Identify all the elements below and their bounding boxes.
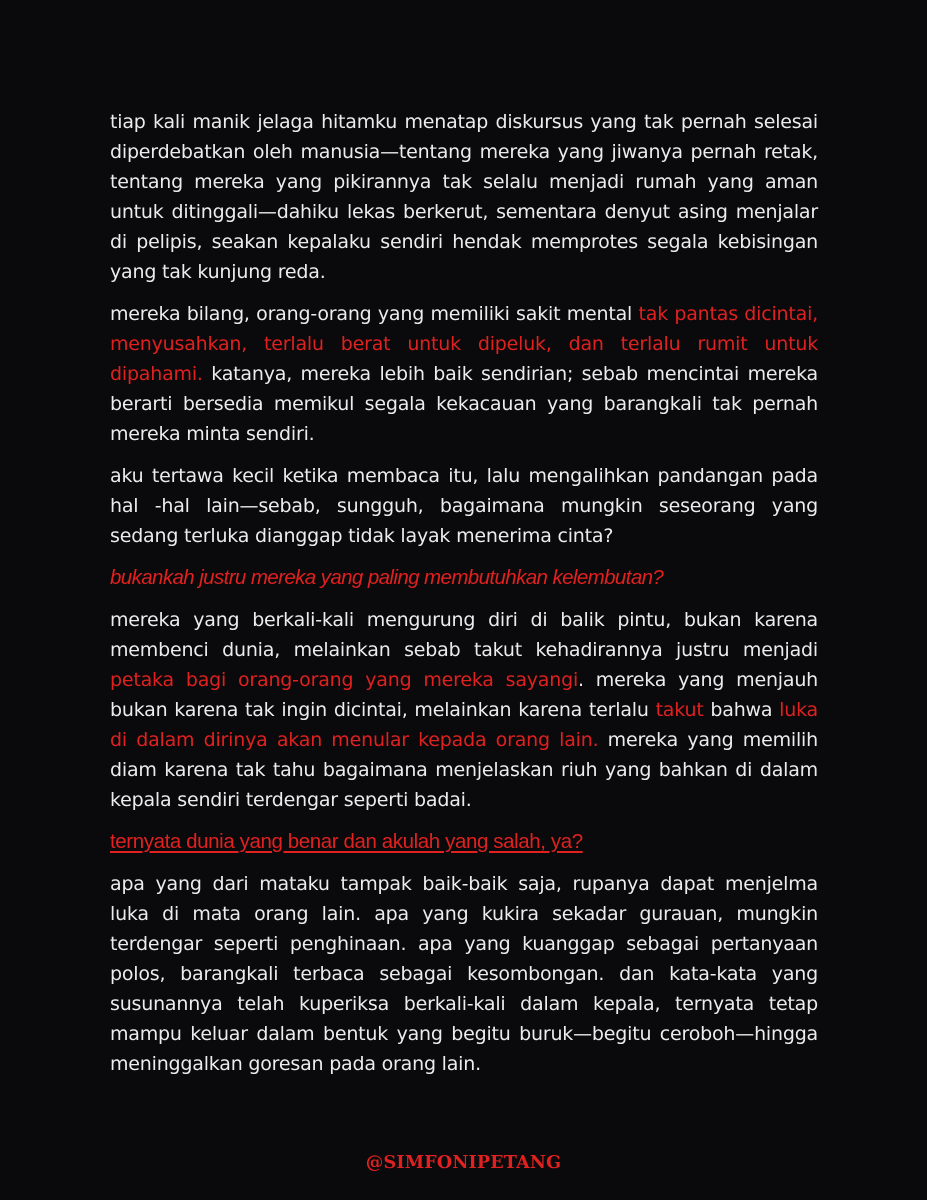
italic-question: bukankah justru mereka yang paling membutuhkan kelembutan? [110, 566, 664, 589]
paragraph-5-highlight-1: petaka bagi orang-orang yang mereka sayangi [110, 669, 579, 691]
paragraph-3: aku tertawa kecil ketika membaca itu, lalu mengalihkan pandangan pada hal -hal lain—sebab, sungguh, bagaimana mungkin seseorang yang sedang terluka dianggap tidak layak menerima cinta? [110, 465, 818, 547]
paragraph-5-text-c: . mereka yang menjauh bukan karena tak ingin dicintai, melainkan karena terlalu [110, 669, 818, 721]
paragraph-5 [110, 605, 818, 815]
underlined-statement: ternyata dunia yang benar dan akulah yang salah, ya? [110, 830, 583, 853]
paragraph-5-text-e: bahwa [703, 699, 780, 721]
paragraph-1: tiap kali manik jelaga hitamku menatap diskursus yang tak pernah selesai diperdebatkan oleh manusia—tentang mereka yang jiwanya pernah retak, tentang mereka yang pikirannya tak selalu menjadi rumah yang aman untuk ditinggali—dahiku lekas berkerut, sementara denyut asing menjalar di pelipis, seakan kepalaku sendiri hendak memprotes segala kebisingan yang tak kunjung reda. [110, 111, 818, 283]
paragraph-5-text-a: mereka yang berkali-kali mengurung diri di balik pintu, bukan karena membenci dunia, melainkan sebab takut kehadirannya justru menjadi [110, 609, 818, 661]
author-handle: @SIMFONIPETANG [365, 1153, 562, 1173]
paragraph-7: apa yang dari mataku tampak baik-baik saja, rupanya dapat menjelma luka di mata orang lain. apa yang kukira sekadar gurauan, mungkin terdengar seperti penghinaan. apa yang kuanggap sebagai pertanyaan polos, barangkali terbaca sebagai kesombongan. dan kata-kata yang susunannya telah kuperiksa berkali-kali dalam kepala, ternyata tetap mampu keluar dalam bentuk yang begitu buruk—begitu ceroboh—hingga meninggalkan goresan pada orang lain. [110, 873, 818, 1075]
paragraph-2-highlight: tak pantas dicintai, menyusahkan, terlalu berat untuk dipeluk, dan terlalu rumit untuk dipahami. [110, 303, 818, 385]
paragraph-5-text-g: mereka yang memilih diam karena tak tahu bagaimana menjelaskan riuh yang bahkan di dalam kepala sendiri terdengar seperti badai. [110, 729, 818, 811]
paragraph-2-text-a: mereka bilang, orang-orang yang memiliki sakit mental [110, 303, 639, 325]
paragraph-5-highlight-3: luka di dalam dirinya akan menular kepada orang lain. [110, 699, 819, 751]
paragraph-2-text-c: katanya, mereka lebih baik sendirian; sebab mencintai mereka berarti bersedia memikul segala kekacauan yang barangkali tak pernah mereka minta sendiri. [110, 363, 818, 445]
paragraph-5-highlight-2: takut [655, 699, 704, 721]
paragraph-2 [110, 299, 818, 449]
document-body [110, 107, 818, 1091]
